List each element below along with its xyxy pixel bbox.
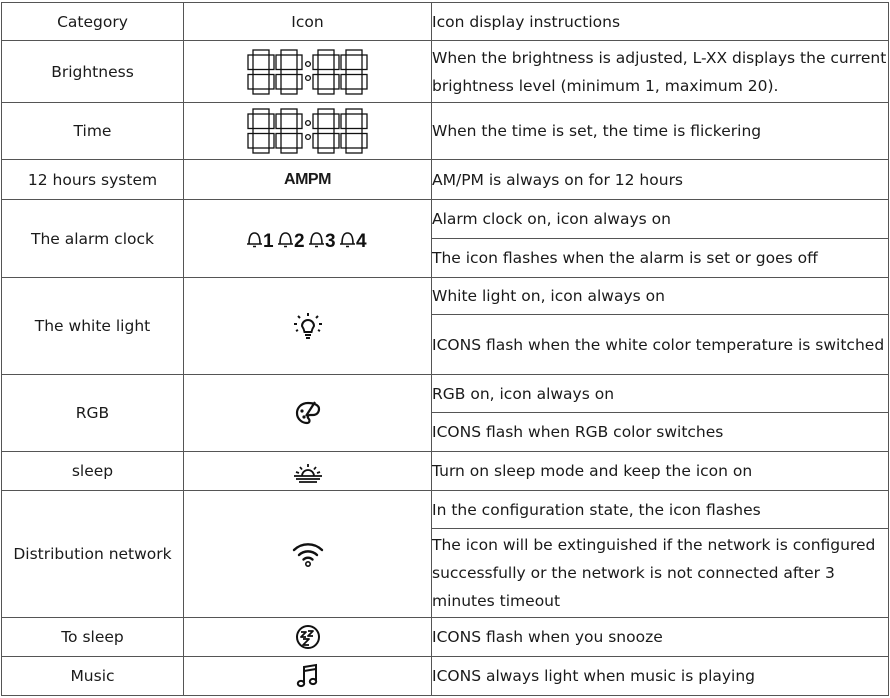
wifi-icon bbox=[291, 545, 325, 563]
seven-segment-display-icon bbox=[245, 62, 371, 80]
row-instruction: Alarm clock on, icon always on bbox=[432, 200, 889, 239]
table-row bbox=[2, 278, 889, 315]
table-row bbox=[2, 657, 889, 696]
row-icon-cell bbox=[184, 618, 432, 657]
table-row bbox=[2, 41, 889, 103]
row-category: RGB bbox=[2, 375, 184, 452]
alarm-digit-4: 4 bbox=[355, 231, 367, 251]
row-instruction: The icon will be extinguished if the network is configured successfully or the network is not connected after 3 minutes timeout bbox=[432, 529, 889, 618]
row-icon-cell bbox=[184, 200, 432, 278]
row-instruction: When the brightness is adjusted, L-XX displays the current brightness level (minimum 1, maximum 20). bbox=[432, 41, 889, 103]
alarm-digit-3: 3 bbox=[324, 231, 336, 251]
alarm-digit-2: 2 bbox=[293, 231, 305, 251]
light-bulb-icon bbox=[291, 317, 325, 335]
row-category: 12 hours system bbox=[2, 160, 184, 200]
header-instructions: Icon display instructions bbox=[432, 3, 889, 41]
header-icon: Icon bbox=[184, 3, 432, 41]
row-category: sleep bbox=[2, 452, 184, 491]
table-row bbox=[2, 200, 889, 239]
sunset-icon bbox=[291, 462, 325, 480]
header-category: Category bbox=[2, 3, 184, 41]
row-instruction: In the configuration state, the icon flashes bbox=[432, 491, 889, 529]
row-instruction: ICONS flash when you snooze bbox=[432, 618, 889, 657]
table-row bbox=[2, 618, 889, 657]
row-instruction: The icon flashes when the alarm is set or goes off bbox=[432, 239, 889, 278]
row-category: Distribution network bbox=[2, 491, 184, 618]
table-row bbox=[2, 375, 889, 413]
row-icon-cell bbox=[184, 375, 432, 452]
row-instruction: ICONS always light when music is playing bbox=[432, 657, 889, 696]
row-instruction: When the time is set, the time is flickering bbox=[432, 103, 889, 160]
row-icon-cell bbox=[184, 657, 432, 696]
row-instruction: Turn on sleep mode and keep the icon on bbox=[432, 452, 889, 491]
seven-segment-display-icon bbox=[245, 122, 371, 140]
icon-display-table bbox=[1, 2, 889, 696]
table-row bbox=[2, 491, 889, 529]
row-instruction: RGB on, icon always on bbox=[432, 375, 889, 413]
row-category: Music bbox=[2, 657, 184, 696]
row-icon-cell bbox=[184, 491, 432, 618]
row-icon-cell bbox=[184, 452, 432, 491]
row-category: Time bbox=[2, 103, 184, 160]
row-icon-cell bbox=[184, 160, 432, 200]
row-instruction: AM/PM is always on for 12 hours bbox=[432, 160, 889, 200]
snooze-icon bbox=[293, 628, 323, 646]
palette-icon bbox=[294, 404, 322, 422]
alarm-digit-1: 1 bbox=[262, 231, 274, 251]
row-category: Brightness bbox=[2, 41, 184, 103]
ampm-icon-text: AMPM bbox=[284, 171, 331, 188]
row-instruction: ICONS flash when RGB color switches bbox=[432, 413, 889, 452]
table-header-row bbox=[2, 3, 889, 41]
alarm-bells-icon bbox=[245, 230, 371, 251]
row-instruction: White light on, icon always on bbox=[432, 278, 889, 315]
row-icon-cell bbox=[184, 41, 432, 103]
row-category: The alarm clock bbox=[2, 200, 184, 278]
music-note-icon bbox=[295, 667, 321, 685]
row-icon-cell bbox=[184, 278, 432, 375]
row-icon-cell bbox=[184, 103, 432, 160]
table-row bbox=[2, 103, 889, 160]
table-row bbox=[2, 452, 889, 491]
row-category: The white light bbox=[2, 278, 184, 375]
row-category: To sleep bbox=[2, 618, 184, 657]
row-instruction: ICONS flash when the white color temperature is switched bbox=[432, 315, 889, 375]
table-row bbox=[2, 160, 889, 200]
